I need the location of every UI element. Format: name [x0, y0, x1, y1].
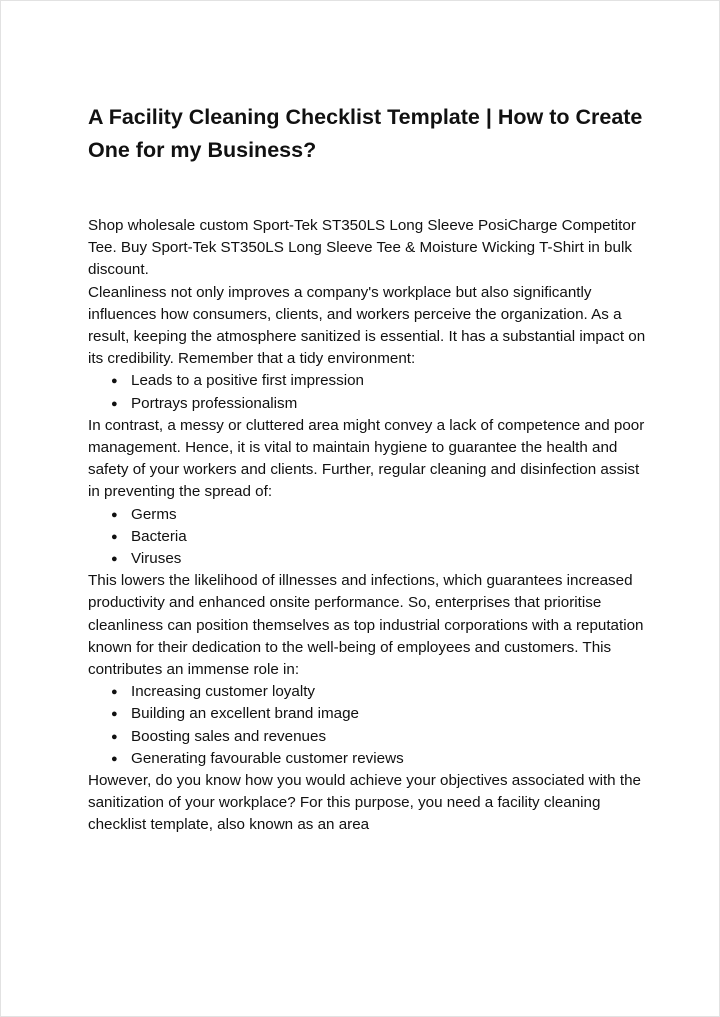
paragraph-cleanliness: Cleanliness not only improves a company's workplace but also significantly influences how consumers, clients, and workers perceive the organization. As a result, keeping the atmosphere sanitized is essential. It has a substantial impact on its credibility. Remember that a tidy environment: — [88, 283, 646, 368]
bullet-icon: ● — [111, 375, 118, 388]
bullet-icon: ● — [111, 508, 118, 521]
list-item: ● Leads to a positive first impression — [88, 370, 648, 392]
bullet-icon: ● — [111, 553, 118, 566]
bullet-list-environment — [88, 370, 648, 414]
list-item: ● Viruses — [88, 548, 648, 570]
bullet-list-role — [88, 681, 648, 770]
list-item: ● Bacteria — [88, 526, 648, 548]
bullet-list-spread — [88, 504, 648, 571]
bullet-icon: ● — [111, 530, 118, 543]
list-item: ● Building an excellent brand image — [88, 703, 648, 725]
list-item: ● Boosting sales and revenues — [88, 726, 648, 748]
paragraph-contrast: In contrast, a messy or cluttered area might convey a lack of competence and poor management. Hence, it is vital to maintain hygiene to guarantee the health and safety of your workers and clients. Further, regular cleaning and disinfection assist in preventing the spread of: — [88, 416, 645, 501]
paragraph-intro: Shop wholesale custom Sport-Tek ST350LS Long Sleeve PosiCharge Competitor Tee. Buy Sport-Tek ST350LS Long Sleeve Tee & Moisture Wicking T-Shirt in bulk discount. — [88, 217, 636, 279]
document-title: A Facility Cleaning Checklist Template | How to Create One for my Business? — [88, 105, 643, 162]
paragraph-objectives: However, do you know how you would achieve your objectives associated with the sanitization of your workplace? For this purpose, you need a facility cleaning checklist template, also known as an area — [88, 772, 641, 834]
bullet-icon: ● — [111, 686, 118, 699]
bullet-icon: ● — [111, 752, 118, 765]
document-body — [88, 215, 648, 837]
list-item: ● Portrays professionalism — [88, 393, 648, 415]
paragraph-productivity: This lowers the likelihood of illnesses and infections, which guarantees increased productivity and enhanced onsite performance. So, enterprises that prioritise cleanliness can position themselves as top industrial corporations with a reputation known for their dedication to the well-being of employees and customers. This contributes an immense role in: — [88, 572, 644, 679]
bullet-icon: ● — [111, 730, 118, 743]
list-item: ● Increasing customer loyalty — [88, 681, 648, 703]
list-item: ● Generating favourable customer reviews — [88, 748, 648, 770]
bullet-icon: ● — [111, 397, 118, 410]
document-content — [88, 101, 648, 837]
list-item: ● Germs — [88, 504, 648, 526]
bullet-icon: ● — [111, 708, 118, 721]
